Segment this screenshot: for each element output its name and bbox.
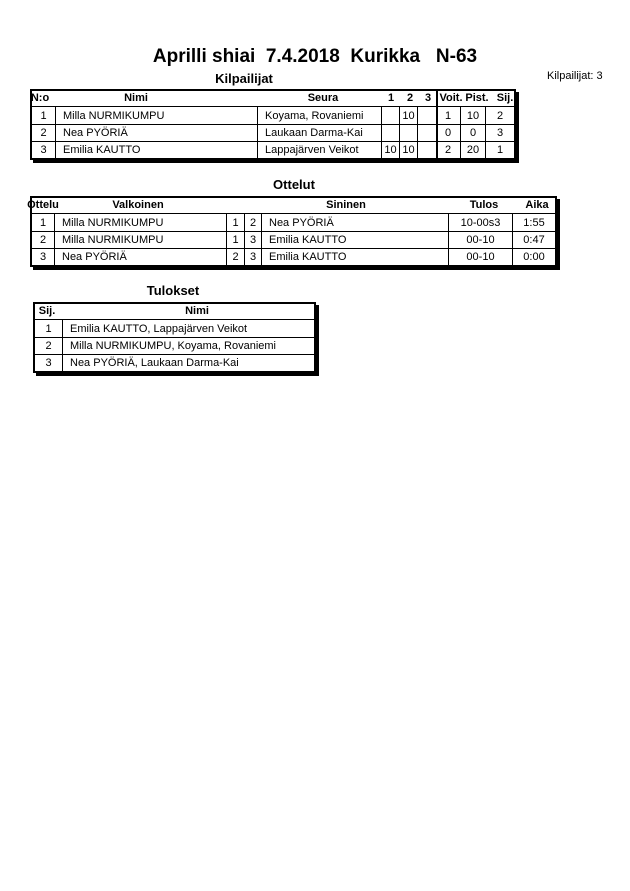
blue-competitor: Emilia KAUTTO	[262, 232, 449, 248]
white-number: 2	[227, 249, 245, 265]
competitors-table	[30, 89, 516, 160]
match-row	[32, 231, 555, 248]
match-result: 00-10	[449, 249, 513, 265]
competitor-points: 0	[461, 125, 486, 141]
match-row	[32, 214, 555, 231]
competitors-section-title: Kilpailijat	[215, 71, 273, 86]
competitor-row	[32, 107, 514, 124]
match-result: 10-00s3	[449, 214, 513, 231]
blue-number: 3	[245, 232, 262, 248]
blue-competitor: Emilia KAUTTO	[262, 249, 449, 265]
white-number: 1	[227, 214, 245, 231]
round3-score	[418, 125, 436, 141]
competitor-name: Milla NURMIKUMPU	[56, 107, 258, 124]
competitor-wins: 1	[436, 107, 461, 124]
white-competitor: Milla NURMIKUMPU	[55, 214, 227, 231]
white-number: 1	[227, 232, 245, 248]
competitor-no: 2	[32, 125, 56, 141]
competitor-name: Emilia KAUTTO	[56, 142, 258, 158]
matches-table	[27, 196, 557, 267]
competitor-wins: 2	[436, 142, 461, 158]
round2-score: 10	[400, 142, 418, 158]
competitor-no: 1	[32, 107, 56, 124]
white-competitor: Milla NURMIKUMPU	[55, 232, 227, 248]
col-header-round1: 1	[387, 92, 395, 104]
competitor-name: Nea PYÖRIÄ	[56, 125, 258, 141]
competitors-table-header	[32, 91, 514, 107]
result-name: Emilia KAUTTO, Lappajärven Veikot	[70, 322, 248, 335]
competitor-points: 20	[461, 142, 486, 158]
blue-number: 3	[245, 249, 262, 265]
competitor-place: 1	[496, 144, 504, 156]
matches-section-title: Ottelut	[273, 177, 315, 192]
matches-table-header	[27, 198, 555, 214]
round2-score: 10	[400, 107, 418, 124]
col-header-time: Aika	[525, 199, 549, 211]
round3-score	[418, 107, 436, 124]
competitor-club: Koyama, Rovaniemi	[258, 107, 382, 124]
col-header-wins: Voit.	[439, 92, 463, 104]
blue-number: 2	[245, 214, 262, 231]
competitor-place: 2	[496, 109, 504, 122]
competitor-row	[32, 141, 514, 158]
competitor-place: 3	[496, 127, 504, 139]
results-table	[33, 302, 316, 373]
col-header-points: Pist.	[465, 92, 489, 104]
competitor-club: Laukaan Darma-Kai	[258, 125, 382, 141]
match-row	[32, 248, 555, 265]
col-header-no: N:o	[30, 92, 50, 104]
match-time: 0:00	[523, 251, 545, 263]
match-no: 1	[32, 214, 55, 231]
results-section-title: Tulokset	[146, 283, 200, 298]
result-place: 1	[35, 320, 63, 337]
col-header-name: Nimi	[124, 92, 148, 104]
col-header-place: Sij.	[38, 305, 56, 317]
result-place: 2	[35, 338, 63, 354]
col-header-name: Nimi	[185, 305, 209, 317]
round1-score	[382, 125, 400, 141]
round1-score	[382, 107, 400, 124]
match-no: 3	[32, 249, 55, 265]
blue-competitor: Nea PYÖRIÄ	[262, 214, 449, 231]
match-result: 00-10	[449, 232, 513, 248]
result-name: Milla NURMIKUMPU, Koyama, Rovaniemi	[70, 340, 276, 352]
col-header-place: Sij.	[496, 92, 514, 104]
thick-column-divider	[436, 91, 438, 158]
round1-score: 10	[382, 142, 400, 158]
round2-score	[400, 125, 418, 141]
competitor-points: 10	[461, 107, 486, 124]
col-header-round3: 3	[424, 92, 432, 104]
col-header-club: Seura	[307, 92, 339, 104]
competitors-count: Kilpailijat: 3	[547, 70, 603, 82]
col-header-white: Valkoinen	[112, 199, 164, 211]
col-header-result: Tulos	[469, 199, 499, 211]
result-place: 3	[35, 355, 63, 371]
match-no: 2	[32, 232, 55, 248]
match-time: 0:47	[523, 234, 545, 246]
competitor-no: 3	[32, 142, 56, 158]
round3-score	[418, 142, 436, 158]
match-time: 1:55	[523, 216, 545, 229]
col-header-blue: Sininen	[326, 199, 366, 211]
competitor-row	[32, 124, 514, 141]
results-table-header	[35, 304, 314, 320]
page-title: Aprilli shiai 7.4.2018 Kurikka N-63	[152, 46, 478, 67]
competitor-wins: 0	[436, 125, 461, 141]
result-name: Nea PYÖRIÄ, Laukaan Darma-Kai	[70, 357, 239, 369]
result-row	[35, 354, 314, 371]
white-competitor: Nea PYÖRIÄ	[55, 249, 227, 265]
result-row	[35, 320, 314, 337]
competitor-club: Lappajärven Veikot	[258, 142, 382, 158]
result-row	[35, 337, 314, 354]
col-header-round2: 2	[406, 92, 414, 104]
col-header-match: Ottelu	[27, 199, 59, 211]
